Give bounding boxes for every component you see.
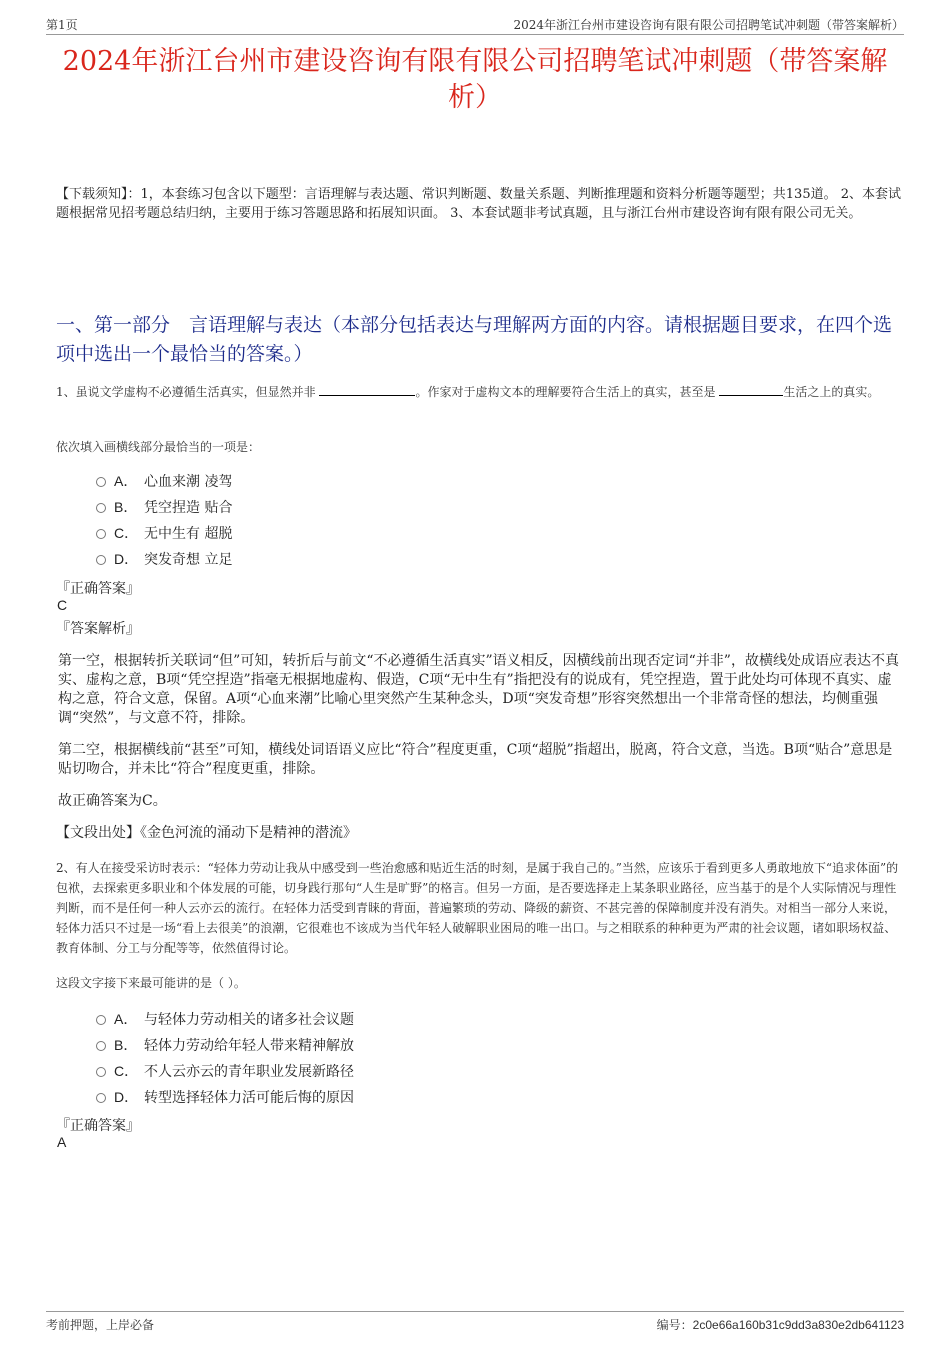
- option-text: 凭空捏造 贴合: [144, 500, 233, 516]
- option-d[interactable]: D． 转型选择轻体力活可能后悔的原因: [96, 1084, 354, 1110]
- question-1-part2: 。作家对于虚构文本的理解要符合生活上的真实，甚至是: [415, 385, 716, 399]
- option-c[interactable]: C． 不人云亦云的青年职业发展新路径: [96, 1058, 354, 1084]
- radio-icon[interactable]: [96, 503, 106, 513]
- answer-label: 『正确答案』: [56, 581, 140, 597]
- page-header: [46, 14, 904, 35]
- section-heading: 一、第一部分 言语理解与表达（本部分包括表达与理解两方面的内容。请根据题目要求，在四个选项中选出一个最恰当的答案。）: [56, 314, 893, 365]
- footer-slogan: 考前押题，上岸必备: [46, 1318, 155, 1332]
- question-2-prompt: 这段文字接下来最可能讲的是（ ）。: [56, 976, 246, 990]
- option-text: 与轻体力劳动相关的诸多社会议题: [144, 1012, 354, 1028]
- document-title: 2024年浙江台州市建设咨询有限有限公司招聘笔试冲刺题（带答案解析）: [62, 46, 888, 113]
- page-number: 第1页: [46, 18, 78, 32]
- option-d[interactable]: D． 突发奇想 立足: [96, 546, 232, 572]
- question-1-part3: 生活之上的真实。: [783, 385, 880, 399]
- option-b[interactable]: B． 凭空捏造 贴合: [96, 494, 232, 520]
- answer-value: A: [57, 1134, 67, 1150]
- option-text: 轻体力劳动给年轻人带来精神解放: [144, 1038, 354, 1054]
- option-text: 无中生有 超脱: [144, 526, 233, 542]
- radio-icon[interactable]: [96, 477, 106, 487]
- question-1-text: [56, 382, 904, 402]
- fill-blank-1: [319, 383, 415, 396]
- question-1-options: [96, 468, 232, 572]
- page-footer: [46, 1311, 904, 1332]
- option-b[interactable]: B． 轻体力劳动给年轻人带来精神解放: [96, 1032, 354, 1058]
- code-value: 2c0e66a160b31c9dd3a830e2db641123: [692, 1318, 904, 1332]
- radio-icon[interactable]: [96, 555, 106, 565]
- question-2-options: [96, 1006, 354, 1110]
- analysis-conclusion: 故正确答案为C。: [58, 793, 167, 809]
- fill-blank-2: [719, 383, 783, 396]
- option-a[interactable]: A． 与轻体力劳动相关的诸多社会议题: [96, 1006, 354, 1032]
- answer-value: C: [57, 597, 68, 613]
- option-text: 不人云亦云的青年职业发展新路径: [144, 1064, 354, 1080]
- radio-icon[interactable]: [96, 529, 106, 539]
- analysis-paragraph-2: 第二空，根据横线前“甚至”可知，横线处词语语义应比“符合”程度更重，C项“超脱”指超出，脱离，符合文意，当选。B项“贴合”意思是贴切吻合，并未比“符合”程度更重，排除。: [58, 742, 893, 777]
- source-citation: 【文段出处】《金色河流的涌动下是精神的潜流》: [56, 825, 357, 841]
- radio-icon[interactable]: [96, 1067, 106, 1077]
- header-doc-title: 2024年浙江台州市建设咨询有限有限公司招聘笔试冲刺题（带答案解析）: [513, 18, 904, 32]
- option-a[interactable]: A． 心血来潮 凌驾: [96, 468, 232, 494]
- option-text: 突发奇想 立足: [144, 552, 233, 568]
- question-1-part1: 1、虽说文学虚构不必遵循生活真实，但显然并非: [56, 385, 316, 399]
- option-c[interactable]: C． 无中生有 超脱: [96, 520, 232, 546]
- question-1-prompt: 依次填入画横线部分最恰当的一项是：: [56, 440, 261, 454]
- footer-code: [657, 1316, 904, 1333]
- radio-icon[interactable]: [96, 1041, 106, 1051]
- answer-label: 『正确答案』: [56, 1118, 140, 1134]
- option-text: 转型选择轻体力活可能后悔的原因: [144, 1090, 354, 1106]
- download-notice: 【下载须知】：1，本套练习包含以下题型：言语理解与表达题、常识判断题、数量关系题、判断推理题和资料分析题等题型；共135道。 2、本套试题根据常见招考题总结归纳，主要用于练习答题思路和拓展知识面。 3、本套试题非考试真题，且与浙江台州市建设咨询有限有限公司无关。: [56, 187, 901, 221]
- question-2-text: 2、有人在接受采访时表示：“轻体力劳动让我从中感受到一些治愈感和贴近生活的时刻，是属于我自己的。”当然，应该乐于看到更多人勇敢地放下“追求体面”的包袱，去探索更多职业和个体发展的可能，切身践行那句“人生是旷野”的格言。但另一方面，是否要选择走上某条职业路径，应当基于的是个人实际情况与理性判断，而不是任何一种人云亦云的流行。在轻体力活受到青睐的背面，普遍繁琐的劳动、降级的薪资、不甚完善的保障制度并没有消失。对相当一部分人来说，轻体力活只不过是一场“看上去很美”的浪潮，它很难也不该成为当代年轻人破解职业困局的唯一出口。与之相联系的种种更为严肃的社会议题，诸如职场权益、教育体制、分工与分配等等，依然值得讨论。: [56, 861, 899, 955]
- analysis-label: 『答案解析』: [56, 621, 140, 637]
- code-label: 编号：: [656, 1318, 693, 1332]
- radio-icon[interactable]: [96, 1093, 106, 1103]
- radio-icon[interactable]: [96, 1015, 106, 1025]
- analysis-paragraph-1: 第一空，根据转折关联词“但”可知，转折后与前文“不必遵循生活真实”语义相反，因横线前出现否定词“并非”，故横线处成语应表达不真实、虚构之意，B项“凭空捏造”指毫无根据地虚构、假造，C项“无中生有”指把没有的说成有，凭空捏造，置于此处均可体现不真实、虚构之意，符合文意，保留。A项“心血来潮”比喻心里突然产生某种念头，D项“突发奇想”形容突然想出一个非常奇怪的想法，均侧重强调“突然”，与文意不符，排除。: [58, 653, 899, 726]
- option-text: 心血来潮 凌驾: [144, 474, 233, 490]
